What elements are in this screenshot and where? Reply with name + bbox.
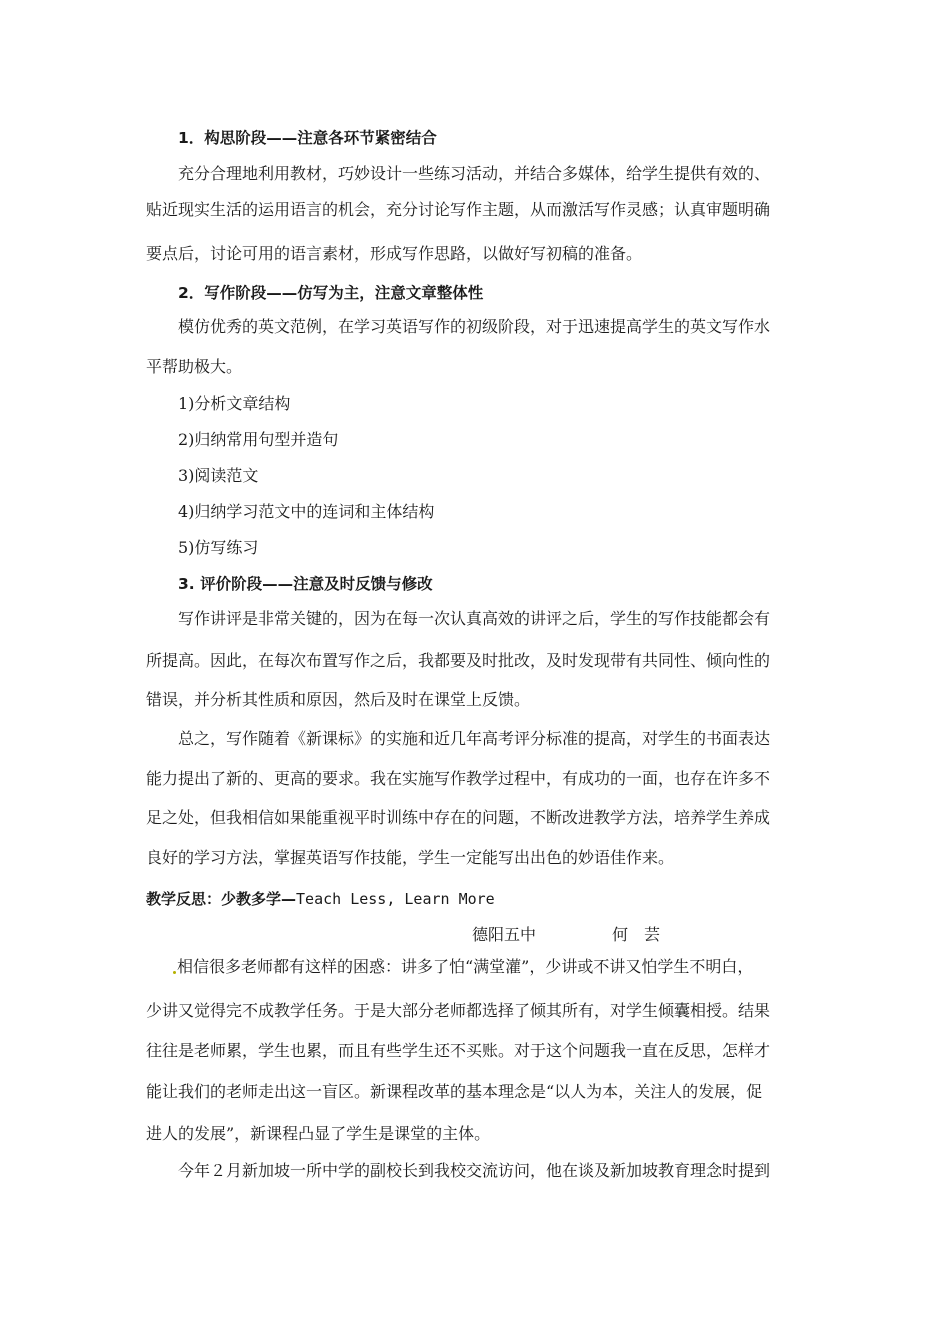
paragraph-line: 能让我们的老师走出这一盲区。新课程改革的基本理念是“以人为本，关注人的发展，促 bbox=[146, 1082, 763, 1101]
section-3-heading: 3. 评价阶段——注意及时反馈与修改 bbox=[178, 575, 433, 593]
list-item: 5)仿写练习 bbox=[178, 538, 259, 557]
paragraph-line: 错误，并分析其性质和原因，然后及时在课堂上反馈。 bbox=[146, 690, 531, 709]
paragraph-line: 平帮助极大。 bbox=[146, 357, 243, 376]
paragraph-line: 充分合理地利用教材，巧妙设计一些练习活动，并结合多媒体，给学生提供有效的、 bbox=[178, 164, 771, 183]
paragraph-line: 足之处，但我相信如果能重视平时训练中存在的问题，不断改进教学方法，培养学生养成 bbox=[146, 808, 771, 827]
paragraph-line: 模仿优秀的英文范例，在学习英语写作的初级阶段，对于迅速提高学生的英文写作水 bbox=[178, 317, 771, 336]
article-title-en: Teach Less, Learn More bbox=[296, 890, 495, 908]
bullet-dot-icon bbox=[173, 971, 176, 974]
section-1-heading: 1．构思阶段——注意各环节紧密结合 bbox=[178, 129, 437, 147]
school-name: 德阳五中 bbox=[472, 925, 537, 944]
list-item: 1)分析文章结构 bbox=[178, 394, 291, 413]
paragraph-line: 所提高。因此，在每次布置写作之后，我都要及时批改，及时发现带有共同性、倾向性的 bbox=[146, 651, 771, 670]
paragraph-line: 进人的发展”，新课程凸显了学生是课堂的主体。 bbox=[146, 1124, 491, 1143]
paragraph-line: 今年２月新加坡一所中学的副校长到我校交流访问，他在谈及新加坡教育理念时提到 bbox=[178, 1161, 771, 1180]
paragraph-line: 写作讲评是非常关键的，因为在每一次认真高效的讲评之后，学生的写作技能都会有 bbox=[178, 609, 771, 628]
paragraph-line: 总之，写作随着《新课标》的实施和近几年高考评分标准的提高，对学生的书面表达 bbox=[178, 729, 771, 748]
paragraph-line: 要点后，讨论可用的语言素材，形成写作思路，以做好写初稿的准备。 bbox=[146, 244, 643, 263]
article-title bbox=[146, 889, 806, 909]
paragraph-line: 良好的学习方法，掌握英语写作技能，学生一定能写出出色的妙语佳作来。 bbox=[146, 848, 675, 867]
paragraph-line: 贴近现实生活的运用语言的机会，充分讨论写作主题，从而激活写作灵感；认真审题明确 bbox=[146, 200, 771, 219]
section-2-heading: 2．写作阶段——仿写为主，注意文章整体性 bbox=[178, 284, 484, 302]
list-item: 3)阅读范文 bbox=[178, 466, 259, 485]
paragraph-line: 往往是老师累，学生也累，而且有些学生还不买账。对于这个问题我一直在反思，怎样才 bbox=[146, 1041, 771, 1060]
article-title-cn: 教学反思：少教多学— bbox=[146, 890, 297, 908]
list-item: 2)归纳常用句型并造句 bbox=[178, 430, 339, 449]
paragraph-line: 少讲又觉得完不成教学任务。于是大部分老师都选择了倾其所有，对学生倾囊相授。结果 bbox=[146, 1001, 771, 1020]
paragraph-line: 能力提出了新的、更高的要求。我在实施写作教学过程中，有成功的一面，也存在许多不 bbox=[146, 769, 771, 788]
list-item: 4)归纳学习范文中的连词和主体结构 bbox=[178, 502, 435, 521]
paragraph-line: 相信很多老师都有这样的困惑：讲多了怕“满堂灌”，少讲或不讲又怕学生不明白， bbox=[172, 957, 832, 977]
byline bbox=[472, 925, 672, 945]
author-name: 何 芸 bbox=[612, 925, 661, 944]
